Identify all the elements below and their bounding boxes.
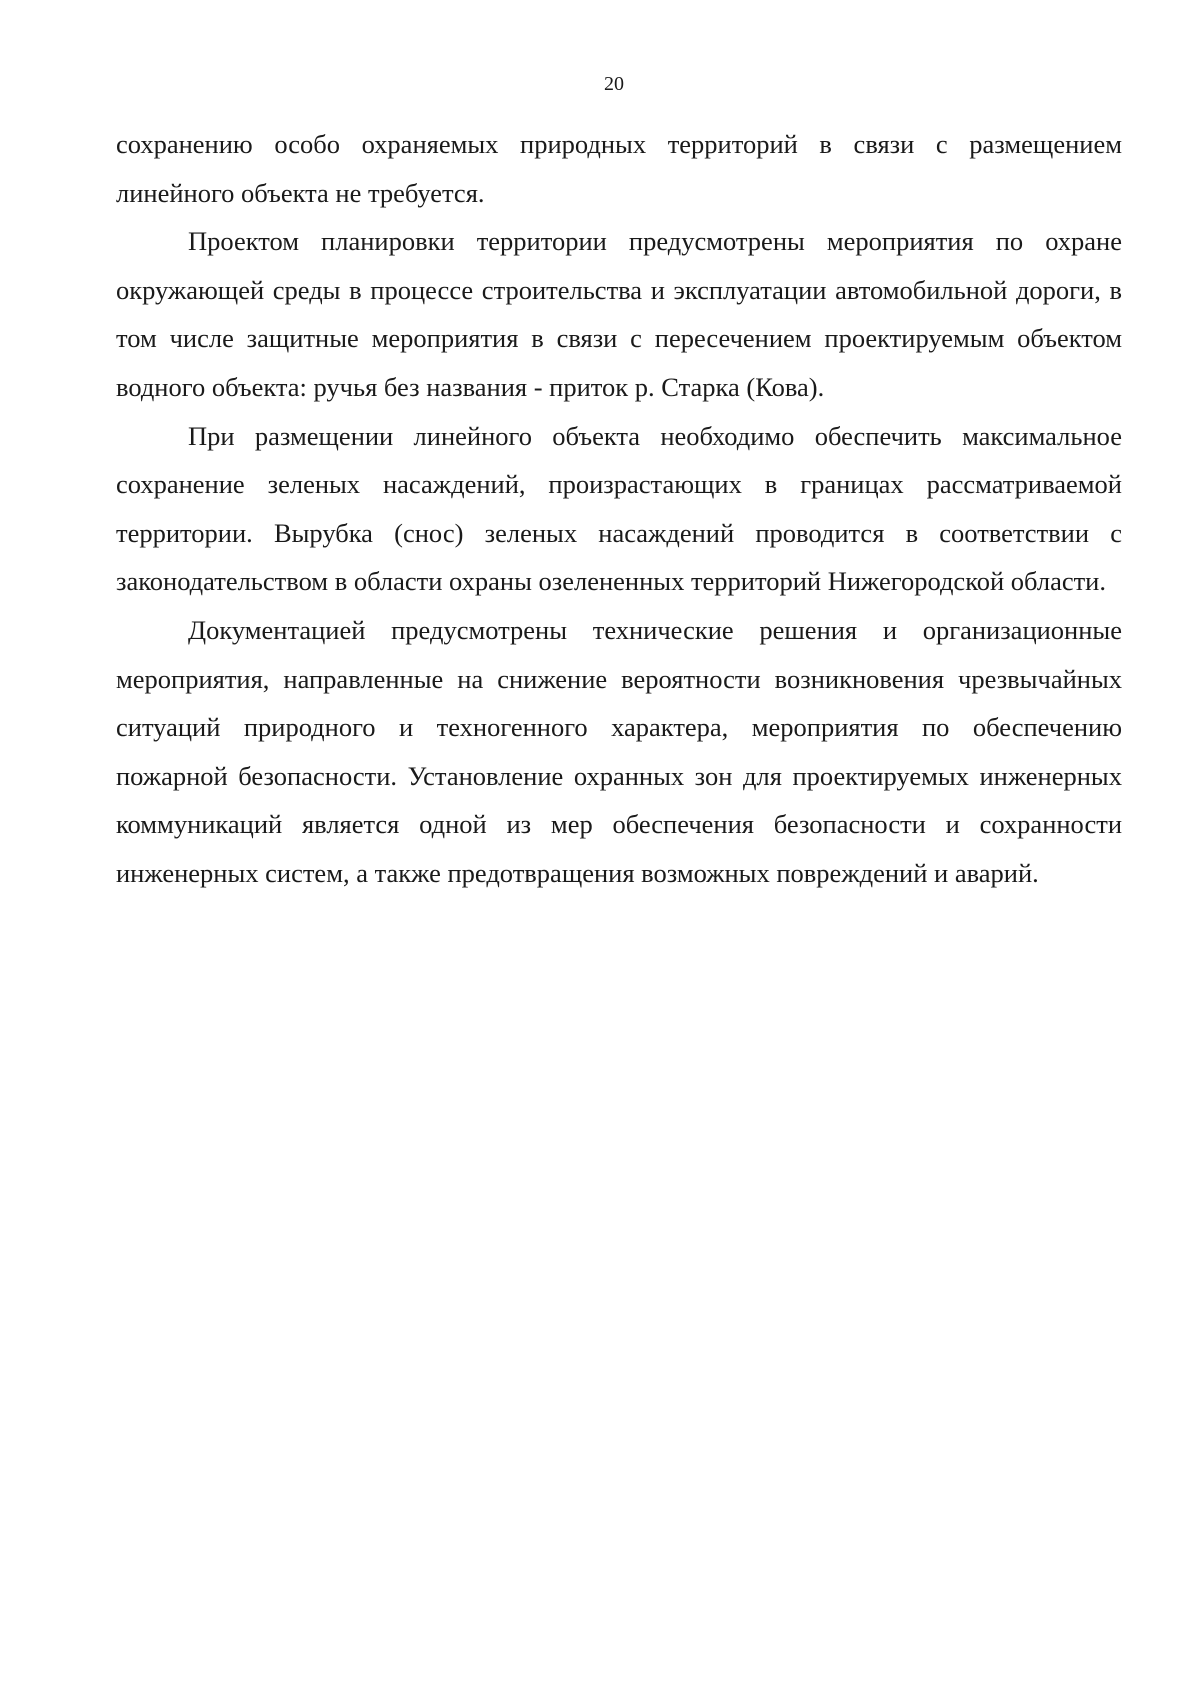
paragraph-emergency-measures: Документацией предусмотрены технические решения и организационные мероприятия, направленные на снижение вероятности возникновения чрезвычайных ситуаций природного и техногенного характера, мероприятия по обеспечению пожарной безопасности. Установление охранных зон для проектируемых инженерных коммуникаций является одной из мер обеспечения безопасности и сохранности инженерных систем, а также предотвращения возможных повреждений и аварий. [116, 614, 1122, 888]
paragraph-environment-protection: Проектом планировки территории предусмотрены мероприятия по охране окружающей среды в процессе строительства и эксплуатации автомобильной дороги, в том числе защитные мероприятия в связи с пересечением проектируемым объектом водного объекта: ручья без названия - приток р. Старка (Кова). [116, 226, 1122, 402]
body-text [116, 120, 1122, 898]
page-number: 20 [604, 73, 624, 95]
paragraph-continuation: сохранению особо охраняемых природных территорий в связи с размещением линейного объекта не требуется. [116, 129, 1122, 208]
paragraph-green-spaces: При размещении линейного объекта необходимо обеспечить максимальное сохранение зеленых насаждений, произрастающих в границах рассматриваемой территории. Вырубка (снос) зеленых насаждений проводится в соответствии с законодательством в области охраны озелененных территорий Нижегородской области. [116, 420, 1122, 597]
